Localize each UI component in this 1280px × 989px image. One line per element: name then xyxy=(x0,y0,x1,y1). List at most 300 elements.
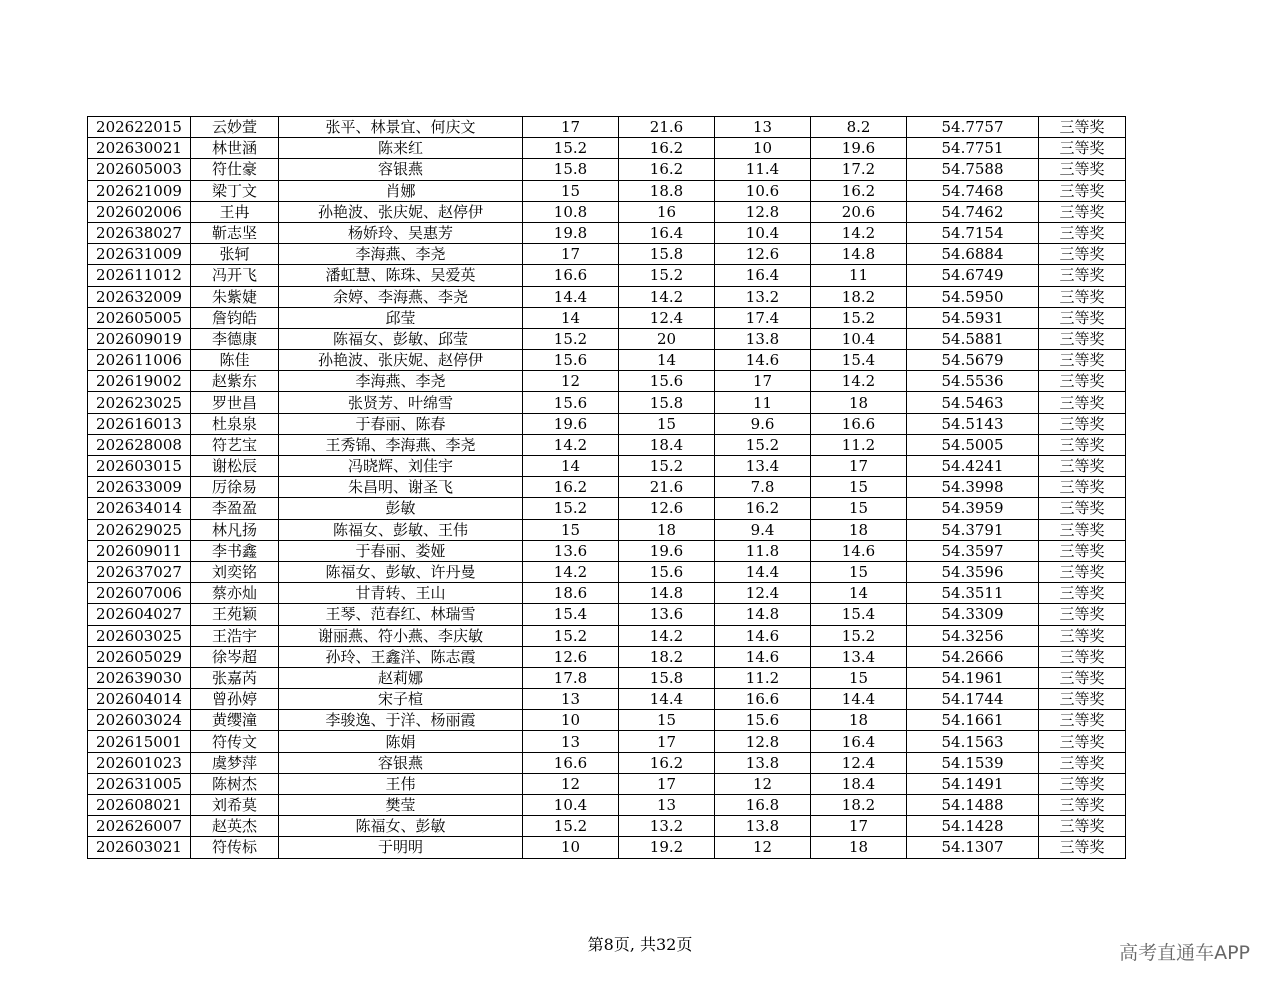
total-cell: 54.6749 xyxy=(907,265,1039,286)
score4-cell: 14.4 xyxy=(811,689,907,710)
table-row xyxy=(88,604,1126,625)
score4-cell: 20.6 xyxy=(811,201,907,222)
table-row xyxy=(88,689,1126,710)
name-cell: 梁丁文 xyxy=(191,180,279,201)
score4-cell: 15.2 xyxy=(811,307,907,328)
name-cell: 陈树杰 xyxy=(191,773,279,794)
score3-cell: 16.6 xyxy=(715,689,811,710)
score2-cell: 14.2 xyxy=(619,286,715,307)
score2-cell: 15.8 xyxy=(619,392,715,413)
score3-cell: 13.2 xyxy=(715,286,811,307)
teacher-cell: 陈娟 xyxy=(279,731,523,752)
total-cell: 54.1488 xyxy=(907,795,1039,816)
award-cell: 三等奖 xyxy=(1039,752,1126,773)
score2-cell: 18 xyxy=(619,519,715,540)
score4-cell: 17 xyxy=(811,816,907,837)
score1-cell: 14.4 xyxy=(523,286,619,307)
score3-cell: 17.4 xyxy=(715,307,811,328)
student-id-cell: 202629025 xyxy=(88,519,191,540)
score4-cell: 15.4 xyxy=(811,604,907,625)
score1-cell: 12.6 xyxy=(523,646,619,667)
score2-cell: 17 xyxy=(619,731,715,752)
score1-cell: 16.6 xyxy=(523,752,619,773)
score1-cell: 10.4 xyxy=(523,795,619,816)
total-cell: 54.4241 xyxy=(907,456,1039,477)
table-row xyxy=(88,519,1126,540)
name-cell: 符传标 xyxy=(191,837,279,858)
score2-cell: 21.6 xyxy=(619,477,715,498)
award-cell: 三等奖 xyxy=(1039,265,1126,286)
teacher-cell: 陈来红 xyxy=(279,138,523,159)
student-id-cell: 202609011 xyxy=(88,540,191,561)
award-cell: 三等奖 xyxy=(1039,456,1126,477)
teacher-cell: 于春丽、娄娅 xyxy=(279,540,523,561)
score3-cell: 12.8 xyxy=(715,201,811,222)
student-id-cell: 202628008 xyxy=(88,434,191,455)
student-id-cell: 202603024 xyxy=(88,710,191,731)
teacher-cell: 孙艳波、张庆妮、赵停伊 xyxy=(279,350,523,371)
table-row xyxy=(88,456,1126,477)
teacher-cell: 朱昌明、谢圣飞 xyxy=(279,477,523,498)
table-row xyxy=(88,138,1126,159)
name-cell: 刘奕铭 xyxy=(191,561,279,582)
student-id-cell: 202634014 xyxy=(88,498,191,519)
total-cell: 54.5950 xyxy=(907,286,1039,307)
score2-cell: 19.6 xyxy=(619,540,715,561)
score2-cell: 16.2 xyxy=(619,159,715,180)
total-cell: 54.5931 xyxy=(907,307,1039,328)
score3-cell: 10 xyxy=(715,138,811,159)
total-cell: 54.1491 xyxy=(907,773,1039,794)
total-cell: 54.6884 xyxy=(907,244,1039,265)
score4-cell: 18.4 xyxy=(811,773,907,794)
student-id-cell: 202632009 xyxy=(88,286,191,307)
total-cell: 54.5463 xyxy=(907,392,1039,413)
score2-cell: 16 xyxy=(619,201,715,222)
table-row xyxy=(88,244,1126,265)
score4-cell: 17.2 xyxy=(811,159,907,180)
score2-cell: 18.8 xyxy=(619,180,715,201)
score1-cell: 15 xyxy=(523,180,619,201)
name-cell: 谢松辰 xyxy=(191,456,279,477)
score2-cell: 19.2 xyxy=(619,837,715,858)
score1-cell: 10 xyxy=(523,837,619,858)
award-cell: 三等奖 xyxy=(1039,561,1126,582)
award-cell: 三等奖 xyxy=(1039,795,1126,816)
score3-cell: 16.2 xyxy=(715,498,811,519)
score2-cell: 17 xyxy=(619,773,715,794)
teacher-cell: 杨娇玲、吴惠芳 xyxy=(279,222,523,243)
award-cell: 三等奖 xyxy=(1039,667,1126,688)
score2-cell: 12.6 xyxy=(619,498,715,519)
student-id-cell: 202637027 xyxy=(88,561,191,582)
total-cell: 54.7468 xyxy=(907,180,1039,201)
score3-cell: 11.4 xyxy=(715,159,811,180)
score2-cell: 15.8 xyxy=(619,667,715,688)
teacher-cell: 李海燕、李尧 xyxy=(279,371,523,392)
table-body xyxy=(88,117,1126,859)
name-cell: 云妙萱 xyxy=(191,117,279,138)
total-cell: 54.1563 xyxy=(907,731,1039,752)
score2-cell: 13 xyxy=(619,795,715,816)
total-cell: 54.3998 xyxy=(907,477,1039,498)
name-cell: 陈佳 xyxy=(191,350,279,371)
name-cell: 徐岑超 xyxy=(191,646,279,667)
total-cell: 54.5005 xyxy=(907,434,1039,455)
score1-cell: 15.8 xyxy=(523,159,619,180)
score2-cell: 18.2 xyxy=(619,646,715,667)
total-cell: 54.7751 xyxy=(907,138,1039,159)
teacher-cell: 李骏逸、于洋、杨丽霞 xyxy=(279,710,523,731)
teacher-cell: 肖娜 xyxy=(279,180,523,201)
score1-cell: 16.6 xyxy=(523,265,619,286)
score3-cell: 11.8 xyxy=(715,540,811,561)
name-cell: 詹钧皓 xyxy=(191,307,279,328)
teacher-cell: 陈福女、彭敏 xyxy=(279,816,523,837)
score1-cell: 14.2 xyxy=(523,434,619,455)
award-cell: 三等奖 xyxy=(1039,540,1126,561)
name-cell: 李书鑫 xyxy=(191,540,279,561)
score4-cell: 15 xyxy=(811,667,907,688)
score1-cell: 17.8 xyxy=(523,667,619,688)
score1-cell: 15.2 xyxy=(523,625,619,646)
table-row xyxy=(88,625,1126,646)
table-row xyxy=(88,773,1126,794)
score3-cell: 13 xyxy=(715,117,811,138)
teacher-cell: 王伟 xyxy=(279,773,523,794)
total-cell: 54.7588 xyxy=(907,159,1039,180)
score2-cell: 15.6 xyxy=(619,561,715,582)
name-cell: 林世涵 xyxy=(191,138,279,159)
score2-cell: 16.2 xyxy=(619,752,715,773)
score1-cell: 15.2 xyxy=(523,816,619,837)
total-cell: 54.5536 xyxy=(907,371,1039,392)
award-cell: 三等奖 xyxy=(1039,816,1126,837)
total-cell: 54.1539 xyxy=(907,752,1039,773)
score1-cell: 10 xyxy=(523,710,619,731)
award-cell: 三等奖 xyxy=(1039,773,1126,794)
score4-cell: 19.6 xyxy=(811,138,907,159)
teacher-cell: 陈福女、彭敏、许丹曼 xyxy=(279,561,523,582)
total-cell: 54.7757 xyxy=(907,117,1039,138)
teacher-cell: 陈福女、彭敏、王伟 xyxy=(279,519,523,540)
total-cell: 54.5143 xyxy=(907,413,1039,434)
table-row xyxy=(88,180,1126,201)
name-cell: 朱紫婕 xyxy=(191,286,279,307)
table-row xyxy=(88,561,1126,582)
table-row xyxy=(88,498,1126,519)
teacher-cell: 彭敏 xyxy=(279,498,523,519)
score2-cell: 20 xyxy=(619,328,715,349)
score4-cell: 14.8 xyxy=(811,244,907,265)
score3-cell: 12.6 xyxy=(715,244,811,265)
score2-cell: 16.4 xyxy=(619,222,715,243)
score3-cell: 12.8 xyxy=(715,731,811,752)
name-cell: 王苑颖 xyxy=(191,604,279,625)
award-cell: 三等奖 xyxy=(1039,222,1126,243)
student-id-cell: 202615001 xyxy=(88,731,191,752)
award-cell: 三等奖 xyxy=(1039,413,1126,434)
score3-cell: 11.2 xyxy=(715,667,811,688)
score2-cell: 16.2 xyxy=(619,138,715,159)
score4-cell: 18.2 xyxy=(811,286,907,307)
teacher-cell: 冯晓辉、刘佳宇 xyxy=(279,456,523,477)
name-cell: 蔡亦灿 xyxy=(191,583,279,604)
total-cell: 54.5881 xyxy=(907,328,1039,349)
score4-cell: 15.2 xyxy=(811,625,907,646)
award-cell: 三等奖 xyxy=(1039,201,1126,222)
name-cell: 罗世昌 xyxy=(191,392,279,413)
award-cell: 三等奖 xyxy=(1039,371,1126,392)
student-id-cell: 202601023 xyxy=(88,752,191,773)
table-row xyxy=(88,540,1126,561)
score3-cell: 14.6 xyxy=(715,646,811,667)
score4-cell: 14 xyxy=(811,583,907,604)
name-cell: 李盈盈 xyxy=(191,498,279,519)
score1-cell: 13 xyxy=(523,689,619,710)
score4-cell: 11 xyxy=(811,265,907,286)
score3-cell: 16.4 xyxy=(715,265,811,286)
student-id-cell: 202631009 xyxy=(88,244,191,265)
score2-cell: 13.2 xyxy=(619,816,715,837)
student-id-cell: 202638027 xyxy=(88,222,191,243)
score2-cell: 15 xyxy=(619,413,715,434)
score3-cell: 11 xyxy=(715,392,811,413)
name-cell: 曾孙婷 xyxy=(191,689,279,710)
score4-cell: 18 xyxy=(811,710,907,731)
results-table xyxy=(87,116,1126,859)
score3-cell: 10.6 xyxy=(715,180,811,201)
score3-cell: 12 xyxy=(715,837,811,858)
score1-cell: 10.8 xyxy=(523,201,619,222)
teacher-cell: 潘虹慧、陈珠、吴爱英 xyxy=(279,265,523,286)
student-id-cell: 202626007 xyxy=(88,816,191,837)
student-id-cell: 202604014 xyxy=(88,689,191,710)
award-cell: 三等奖 xyxy=(1039,498,1126,519)
total-cell: 54.5679 xyxy=(907,350,1039,371)
score1-cell: 14.2 xyxy=(523,561,619,582)
score4-cell: 14.2 xyxy=(811,222,907,243)
table-row xyxy=(88,350,1126,371)
name-cell: 王冉 xyxy=(191,201,279,222)
student-id-cell: 202619002 xyxy=(88,371,191,392)
table-row xyxy=(88,816,1126,837)
total-cell: 54.3959 xyxy=(907,498,1039,519)
student-id-cell: 202616013 xyxy=(88,413,191,434)
teacher-cell: 王琴、范春红、林瑞雪 xyxy=(279,604,523,625)
award-cell: 三等奖 xyxy=(1039,159,1126,180)
score1-cell: 15.6 xyxy=(523,392,619,413)
teacher-cell: 赵莉娜 xyxy=(279,667,523,688)
score4-cell: 16.6 xyxy=(811,413,907,434)
name-cell: 杜泉泉 xyxy=(191,413,279,434)
score4-cell: 14.2 xyxy=(811,371,907,392)
award-cell: 三等奖 xyxy=(1039,477,1126,498)
score2-cell: 14 xyxy=(619,350,715,371)
total-cell: 54.1661 xyxy=(907,710,1039,731)
teacher-cell: 甘青转、王山 xyxy=(279,583,523,604)
score3-cell: 13.4 xyxy=(715,456,811,477)
award-cell: 三等奖 xyxy=(1039,646,1126,667)
name-cell: 黄缨潼 xyxy=(191,710,279,731)
score4-cell: 16.4 xyxy=(811,731,907,752)
table-row xyxy=(88,434,1126,455)
teacher-cell: 于明明 xyxy=(279,837,523,858)
student-id-cell: 202607006 xyxy=(88,583,191,604)
teacher-cell: 王秀锦、李海燕、李尧 xyxy=(279,434,523,455)
total-cell: 54.1428 xyxy=(907,816,1039,837)
award-cell: 三等奖 xyxy=(1039,604,1126,625)
award-cell: 三等奖 xyxy=(1039,117,1126,138)
score1-cell: 16.2 xyxy=(523,477,619,498)
score1-cell: 15 xyxy=(523,519,619,540)
table-row xyxy=(88,265,1126,286)
score4-cell: 11.2 xyxy=(811,434,907,455)
total-cell: 54.1307 xyxy=(907,837,1039,858)
name-cell: 符传文 xyxy=(191,731,279,752)
score3-cell: 9.6 xyxy=(715,413,811,434)
teacher-cell: 容银燕 xyxy=(279,159,523,180)
student-id-cell: 202639030 xyxy=(88,667,191,688)
teacher-cell: 孙玲、王鑫洋、陈志霞 xyxy=(279,646,523,667)
total-cell: 54.3596 xyxy=(907,561,1039,582)
score2-cell: 15.6 xyxy=(619,371,715,392)
table-row xyxy=(88,371,1126,392)
teacher-cell: 余婷、李海燕、李尧 xyxy=(279,286,523,307)
score2-cell: 14.8 xyxy=(619,583,715,604)
score1-cell: 15.2 xyxy=(523,138,619,159)
score2-cell: 15.2 xyxy=(619,456,715,477)
score2-cell: 13.6 xyxy=(619,604,715,625)
teacher-cell: 孙艳波、张庆妮、赵停伊 xyxy=(279,201,523,222)
score3-cell: 12 xyxy=(715,773,811,794)
table-row xyxy=(88,477,1126,498)
score4-cell: 17 xyxy=(811,456,907,477)
page-number: 第8页, 共32页 xyxy=(587,935,693,954)
award-cell: 三等奖 xyxy=(1039,625,1126,646)
award-cell: 三等奖 xyxy=(1039,392,1126,413)
student-id-cell: 202605003 xyxy=(88,159,191,180)
score4-cell: 15.4 xyxy=(811,350,907,371)
table-row xyxy=(88,710,1126,731)
score3-cell: 16.8 xyxy=(715,795,811,816)
score4-cell: 14.6 xyxy=(811,540,907,561)
award-cell: 三等奖 xyxy=(1039,286,1126,307)
student-id-cell: 202605005 xyxy=(88,307,191,328)
table-row xyxy=(88,117,1126,138)
teacher-cell: 谢丽燕、符小燕、李庆敏 xyxy=(279,625,523,646)
student-id-cell: 202622015 xyxy=(88,117,191,138)
score3-cell: 15.2 xyxy=(715,434,811,455)
score3-cell: 14.8 xyxy=(715,604,811,625)
score4-cell: 12.4 xyxy=(811,752,907,773)
total-cell: 54.1744 xyxy=(907,689,1039,710)
score4-cell: 18 xyxy=(811,392,907,413)
total-cell: 54.3511 xyxy=(907,583,1039,604)
award-cell: 三等奖 xyxy=(1039,434,1126,455)
score4-cell: 15 xyxy=(811,561,907,582)
total-cell: 54.1961 xyxy=(907,667,1039,688)
student-id-cell: 202609019 xyxy=(88,328,191,349)
name-cell: 厉徐易 xyxy=(191,477,279,498)
table-row xyxy=(88,646,1126,667)
table-row xyxy=(88,222,1126,243)
total-cell: 54.3309 xyxy=(907,604,1039,625)
name-cell: 刘希莫 xyxy=(191,795,279,816)
teacher-cell: 于春丽、陈春 xyxy=(279,413,523,434)
award-cell: 三等奖 xyxy=(1039,180,1126,201)
score3-cell: 13.8 xyxy=(715,752,811,773)
score3-cell: 14.6 xyxy=(715,350,811,371)
table-row xyxy=(88,795,1126,816)
table-row xyxy=(88,837,1126,858)
score4-cell: 8.2 xyxy=(811,117,907,138)
score1-cell: 14 xyxy=(523,307,619,328)
table-row xyxy=(88,413,1126,434)
student-id-cell: 202608021 xyxy=(88,795,191,816)
table-row xyxy=(88,307,1126,328)
total-cell: 54.7462 xyxy=(907,201,1039,222)
total-cell: 54.7154 xyxy=(907,222,1039,243)
score3-cell: 10.4 xyxy=(715,222,811,243)
score1-cell: 18.6 xyxy=(523,583,619,604)
score3-cell: 14.4 xyxy=(715,561,811,582)
score1-cell: 15.2 xyxy=(523,328,619,349)
score4-cell: 18.2 xyxy=(811,795,907,816)
total-cell: 54.3256 xyxy=(907,625,1039,646)
student-id-cell: 202630021 xyxy=(88,138,191,159)
student-id-cell: 202604027 xyxy=(88,604,191,625)
table-row xyxy=(88,286,1126,307)
teacher-cell: 陈福女、彭敏、邱莹 xyxy=(279,328,523,349)
name-cell: 林凡扬 xyxy=(191,519,279,540)
score4-cell: 15 xyxy=(811,498,907,519)
name-cell: 赵紫东 xyxy=(191,371,279,392)
student-id-cell: 202603015 xyxy=(88,456,191,477)
award-cell: 三等奖 xyxy=(1039,244,1126,265)
table-row xyxy=(88,667,1126,688)
teacher-cell: 宋子楦 xyxy=(279,689,523,710)
score1-cell: 15.2 xyxy=(523,498,619,519)
name-cell: 张轲 xyxy=(191,244,279,265)
score3-cell: 7.8 xyxy=(715,477,811,498)
name-cell: 符艺宝 xyxy=(191,434,279,455)
award-cell: 三等奖 xyxy=(1039,731,1126,752)
teacher-cell: 李海燕、李尧 xyxy=(279,244,523,265)
table-row xyxy=(88,731,1126,752)
score1-cell: 12 xyxy=(523,773,619,794)
score3-cell: 17 xyxy=(715,371,811,392)
student-id-cell: 202633009 xyxy=(88,477,191,498)
score2-cell: 15.2 xyxy=(619,265,715,286)
teacher-cell: 张平、林景宜、何庆文 xyxy=(279,117,523,138)
score4-cell: 15 xyxy=(811,477,907,498)
student-id-cell: 202631005 xyxy=(88,773,191,794)
award-cell: 三等奖 xyxy=(1039,519,1126,540)
student-id-cell: 202602006 xyxy=(88,201,191,222)
name-cell: 虞梦萍 xyxy=(191,752,279,773)
table-row xyxy=(88,392,1126,413)
award-cell: 三等奖 xyxy=(1039,350,1126,371)
table-row xyxy=(88,201,1126,222)
score3-cell: 14.6 xyxy=(715,625,811,646)
award-cell: 三等奖 xyxy=(1039,138,1126,159)
score4-cell: 13.4 xyxy=(811,646,907,667)
student-id-cell: 202605029 xyxy=(88,646,191,667)
teacher-cell: 容银燕 xyxy=(279,752,523,773)
score2-cell: 21.6 xyxy=(619,117,715,138)
student-id-cell: 202623025 xyxy=(88,392,191,413)
